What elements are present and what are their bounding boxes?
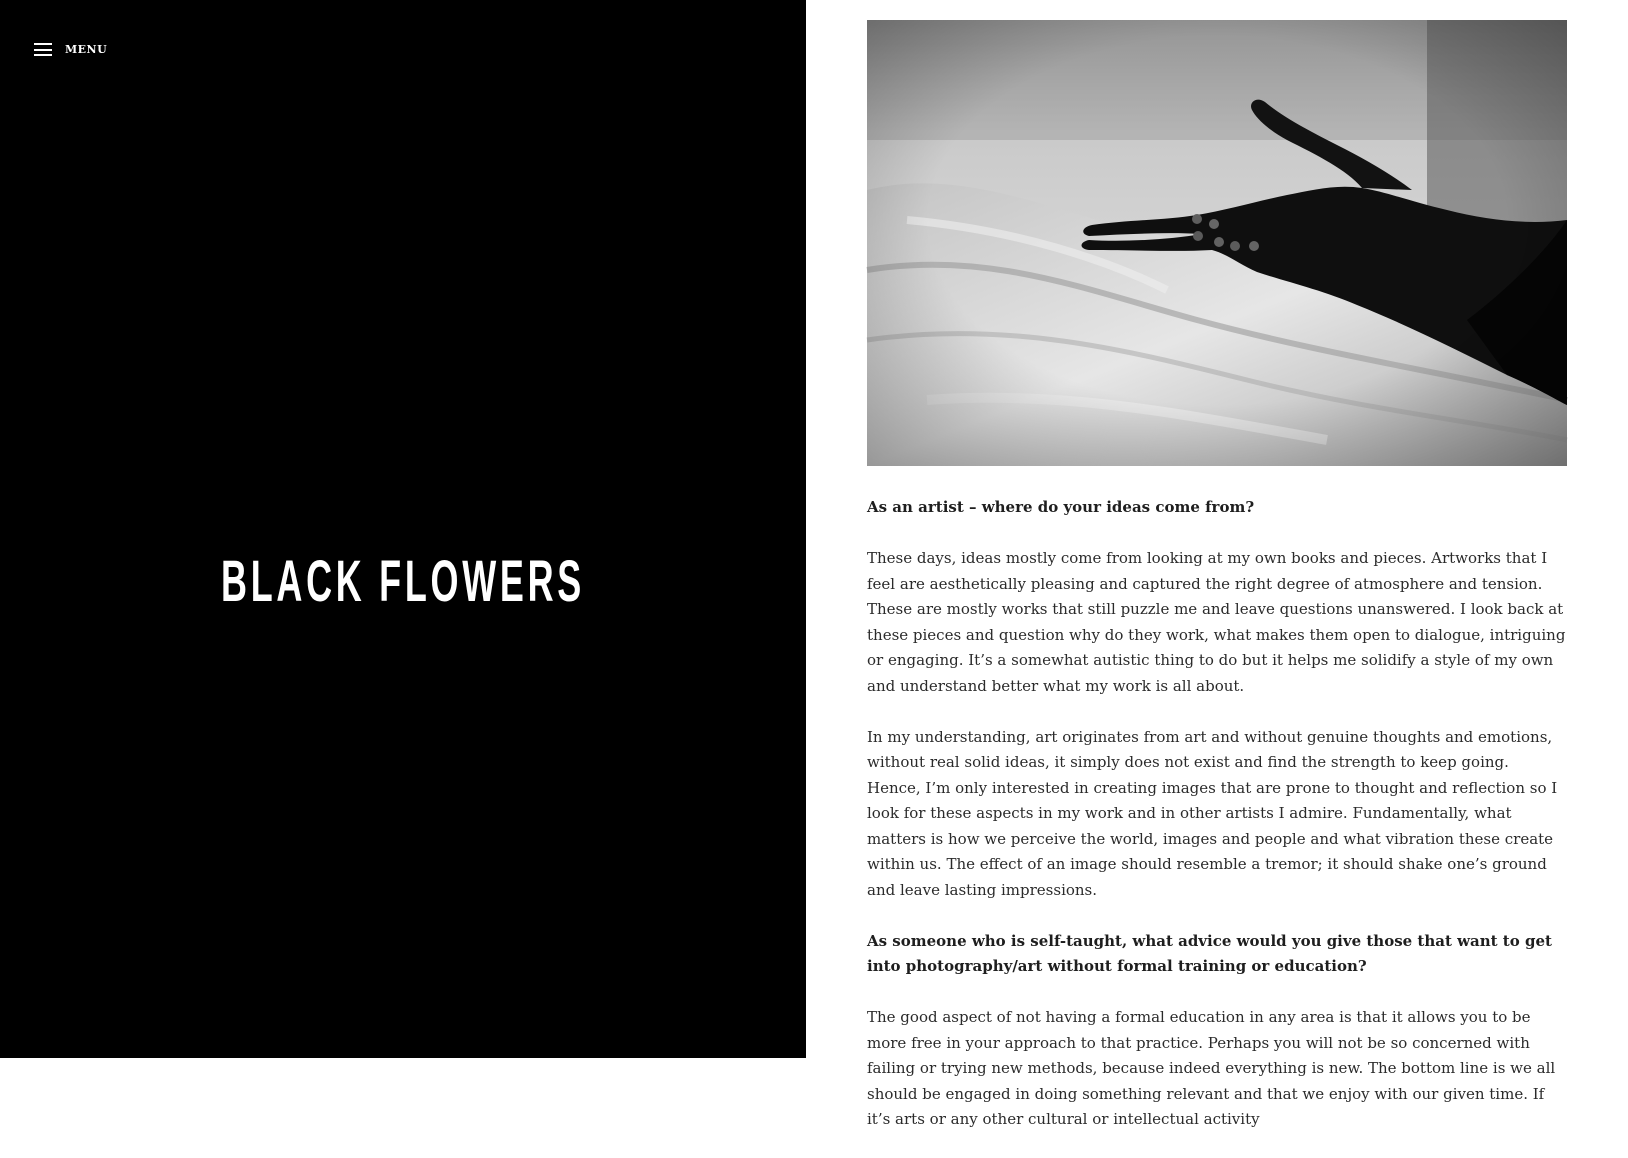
interview-answer: These days, ideas mostly come from looking at my own books and pieces. Artworks that I feel are aesthetically pleasing and captured the right degree of atmosphere and tension. These are mostly works that still puzzle me and leave questions unanswered. I look back at these pieces and question why do they work, what makes them open to dialogue, intriguing or engaging. It’s a somewhat autistic thing to do but it helps me solidify a style of my own and understand better what my work is all about. [867,549,1566,695]
photograph-image [867,20,1567,466]
interview-question: As someone who is self-taught, what advice would you give those that want to get into photography/art without formal training or education? [867,931,1552,975]
article-panel [806,0,1628,1128]
interview-question: As an artist – where do your ideas come from? [867,498,1255,516]
article-content [867,20,1567,1158]
interview-answer: In my understanding, art originates from art and without genuine thoughts and emotions, without real solid ideas, it simply does not exist and find the strength to keep going. Hence, I’m only interested in creating images that are prone to thought and reflection so I look for these aspects in my work and in other artists I admire. Fundamentally, what matters is how we perceive the world, images and people and what vibration these create within us. The effect of an image should resemble a tremor; it should shake one’s ground and leave lasting impressions. [867,727,1558,899]
interview-answer: The good aspect of not having a formal education in any area is that it allows you to be more free in your approach to that practice. Perhaps you will not be so concerned with failing or trying new methods, because indeed everything is new. The bottom line is we all should be engaged in doing something relevant and that we enjoy with our given time. If it’s arts or any other cultural or intellectual activity [867,1008,1556,1128]
hamburger-icon[interactable] [34,43,52,56]
menu-button[interactable] [34,43,107,56]
menu-label[interactable]: MENU [65,43,108,56]
hero-panel [0,0,806,1058]
site-title: BLACK FLOWERS [221,549,585,614]
